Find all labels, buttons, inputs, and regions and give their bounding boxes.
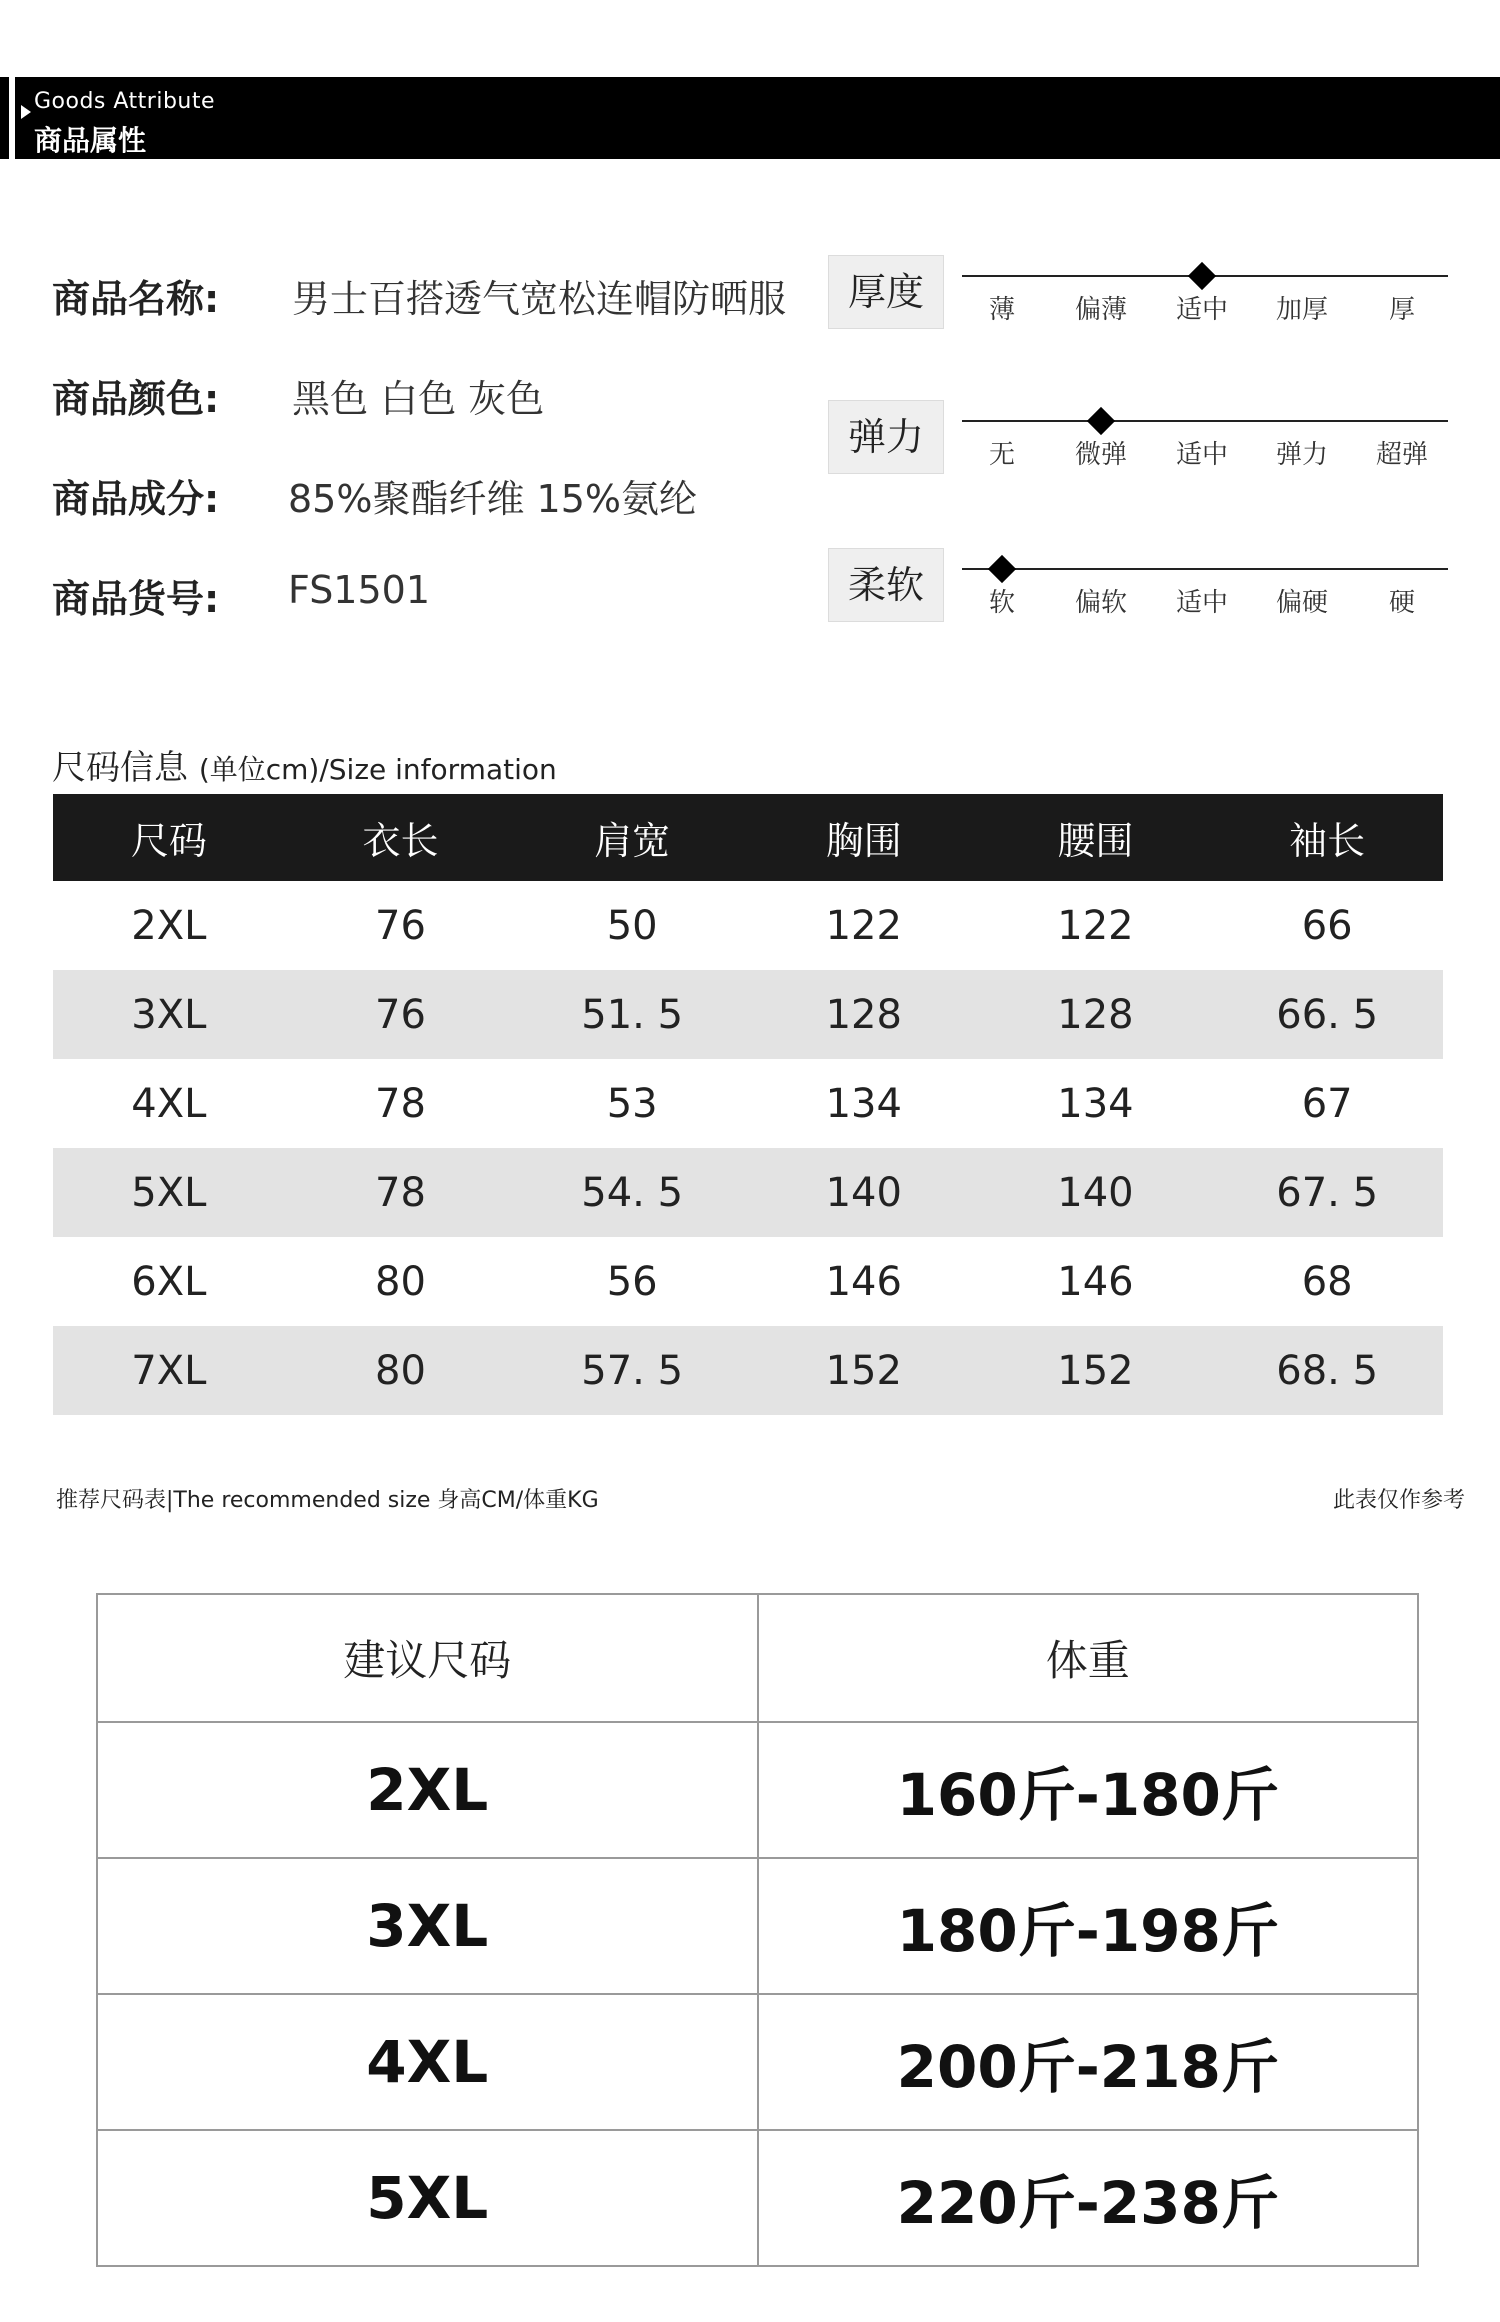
size-table-header: 袖长	[1211, 794, 1443, 881]
recommend-table-row	[97, 1858, 1418, 1994]
size-table-header: 肩宽	[516, 794, 748, 881]
size-cell: 66. 5	[1211, 970, 1443, 1059]
scale-tick: 薄	[988, 295, 1016, 325]
recommend-weight-cell: 200斤-218斤	[758, 1994, 1419, 2130]
size-cell: 51. 5	[516, 970, 748, 1059]
header-triangle-icon	[21, 105, 31, 119]
size-cell: 68	[1301, 1258, 1353, 1305]
size-cell: 50	[606, 902, 658, 949]
scale-marker-icon	[988, 555, 1016, 583]
size-cell: 3XL	[53, 970, 285, 1059]
size-table-row	[53, 881, 1443, 970]
scale-tick: 超弹	[1375, 440, 1429, 470]
size-cell: 80	[285, 1326, 517, 1415]
size-table-row	[53, 970, 1443, 1059]
recommend-table	[96, 1593, 1419, 2267]
attribute-label: 商品名称:	[52, 277, 220, 321]
recommend-table-header: 体重	[758, 1594, 1419, 1722]
size-cell: 78	[285, 1148, 517, 1237]
size-cell: 7XL	[53, 1326, 285, 1415]
attribute-label: 商品颜色:	[52, 377, 220, 421]
size-cell: 67	[1301, 1080, 1353, 1127]
size-table-header: 腰围	[980, 794, 1212, 881]
scale-tick: 偏软	[1074, 588, 1128, 618]
size-cell: 54. 5	[516, 1148, 748, 1237]
recommend-size-cell: 5XL	[97, 2130, 758, 2266]
size-cell: 78	[375, 1080, 426, 1127]
size-cell: 80	[375, 1258, 426, 1305]
recommend-note: 推荐尺码表|The recommended size 身高CM/体重KG	[56, 1488, 599, 1513]
size-cell: 134	[1057, 1080, 1134, 1127]
attribute-value: 黑色 白色 灰色	[292, 377, 545, 421]
reference-note: 此表仅作参考	[1332, 1488, 1465, 1513]
recommend-size-cell: 4XL	[97, 1994, 758, 2130]
size-cell: 134	[825, 1080, 902, 1127]
scale-tick: 厚	[1388, 295, 1416, 325]
size-cell: 6XL	[131, 1258, 207, 1305]
size-table-row	[53, 1237, 1443, 1326]
attribute-label: 商品成分:	[52, 477, 220, 521]
size-table-row	[53, 1148, 1443, 1237]
recommend-size-cell: 3XL	[97, 1858, 758, 1994]
scale-marker-icon	[1188, 262, 1216, 290]
size-cell: 146	[1057, 1258, 1134, 1305]
attribute-value: 男士百搭透气宽松连帽防晒服	[292, 277, 787, 321]
size-cell: 76	[375, 902, 426, 949]
size-cell: 152	[748, 1326, 980, 1415]
size-cell: 4XL	[131, 1080, 207, 1127]
size-cell: 57. 5	[516, 1326, 748, 1415]
scale-tick: 微弹	[1074, 440, 1128, 470]
scale-tick: 偏薄	[1074, 295, 1128, 325]
recommend-weight-cell: 180斤-198斤	[758, 1858, 1419, 1994]
size-cell: 2XL	[131, 902, 207, 949]
recommend-table-header-row	[97, 1594, 1418, 1722]
size-table-row	[53, 1059, 1443, 1148]
size-cell: 56	[606, 1258, 658, 1305]
scale-line	[962, 568, 1448, 570]
size-info-title-text: 尺码信息	[52, 748, 188, 788]
attribute-value: 85%聚酯纤维 15%氨纶	[288, 477, 698, 521]
size-table-header: 衣长	[285, 794, 517, 881]
recommend-weight-cell: 160斤-180斤	[758, 1722, 1419, 1858]
size-cell: 128	[748, 970, 980, 1059]
scale-tick: 弹力	[1275, 440, 1329, 470]
scale-tick: 适中	[1175, 588, 1229, 618]
scale-thickness	[828, 255, 1448, 345]
scale-tick: 适中	[1175, 440, 1229, 470]
scale-label: 柔软	[828, 548, 944, 622]
recommend-weight-cell: 220斤-238斤	[758, 2130, 1419, 2266]
size-cell: 67. 5	[1211, 1148, 1443, 1237]
header-title-cn: 商品属性	[34, 124, 147, 157]
scale-softness	[828, 548, 1448, 638]
scale-ticks	[962, 434, 1448, 474]
attribute-value: FS1501	[288, 568, 431, 612]
size-cell: 68. 5	[1211, 1326, 1443, 1415]
scale-ticks	[962, 289, 1448, 329]
attribute-label: 商品货号:	[52, 577, 220, 621]
recommend-table-row	[97, 2130, 1418, 2266]
size-table-header: 尺码	[53, 794, 285, 881]
size-info-title	[52, 740, 557, 789]
recommend-size-cell: 2XL	[97, 1722, 758, 1858]
size-table	[53, 794, 1443, 1415]
size-cell: 122	[1057, 902, 1134, 949]
scale-label: 弹力	[828, 400, 944, 474]
size-cell: 140	[980, 1148, 1212, 1237]
size-cell: 122	[825, 902, 902, 949]
size-table-header-row	[53, 794, 1443, 881]
scale-label: 厚度	[828, 255, 944, 329]
scale-tick: 硬	[1388, 588, 1416, 618]
goods-attribute-header	[0, 77, 1500, 159]
size-table-row	[53, 1326, 1443, 1415]
size-cell: 140	[748, 1148, 980, 1237]
size-cell: 146	[825, 1258, 902, 1305]
scale-ticks	[962, 582, 1448, 622]
size-cell: 152	[980, 1326, 1212, 1415]
scale-tick: 偏硬	[1275, 588, 1329, 618]
recommend-table-row	[97, 1722, 1418, 1858]
scale-tick: 软	[988, 588, 1016, 618]
scale-tick: 适中	[1175, 295, 1229, 325]
recommend-table-row	[97, 1994, 1418, 2130]
scale-elasticity	[828, 400, 1448, 490]
header-title-en: Goods Attribute	[34, 89, 216, 114]
scale-tick: 无	[988, 440, 1016, 470]
scale-tick: 加厚	[1275, 295, 1329, 325]
size-cell: 128	[980, 970, 1212, 1059]
scale-marker-icon	[1087, 407, 1115, 435]
size-info-subtitle: (单位cm)/Size information	[198, 753, 557, 786]
scale-line	[962, 420, 1448, 422]
size-cell: 76	[285, 970, 517, 1059]
header-accent-bar	[0, 77, 15, 159]
size-cell: 53	[606, 1080, 658, 1127]
recommend-table-header: 建议尺码	[97, 1594, 758, 1722]
size-cell: 66	[1301, 902, 1353, 949]
size-cell: 5XL	[53, 1148, 285, 1237]
size-table-header: 胸围	[748, 794, 980, 881]
